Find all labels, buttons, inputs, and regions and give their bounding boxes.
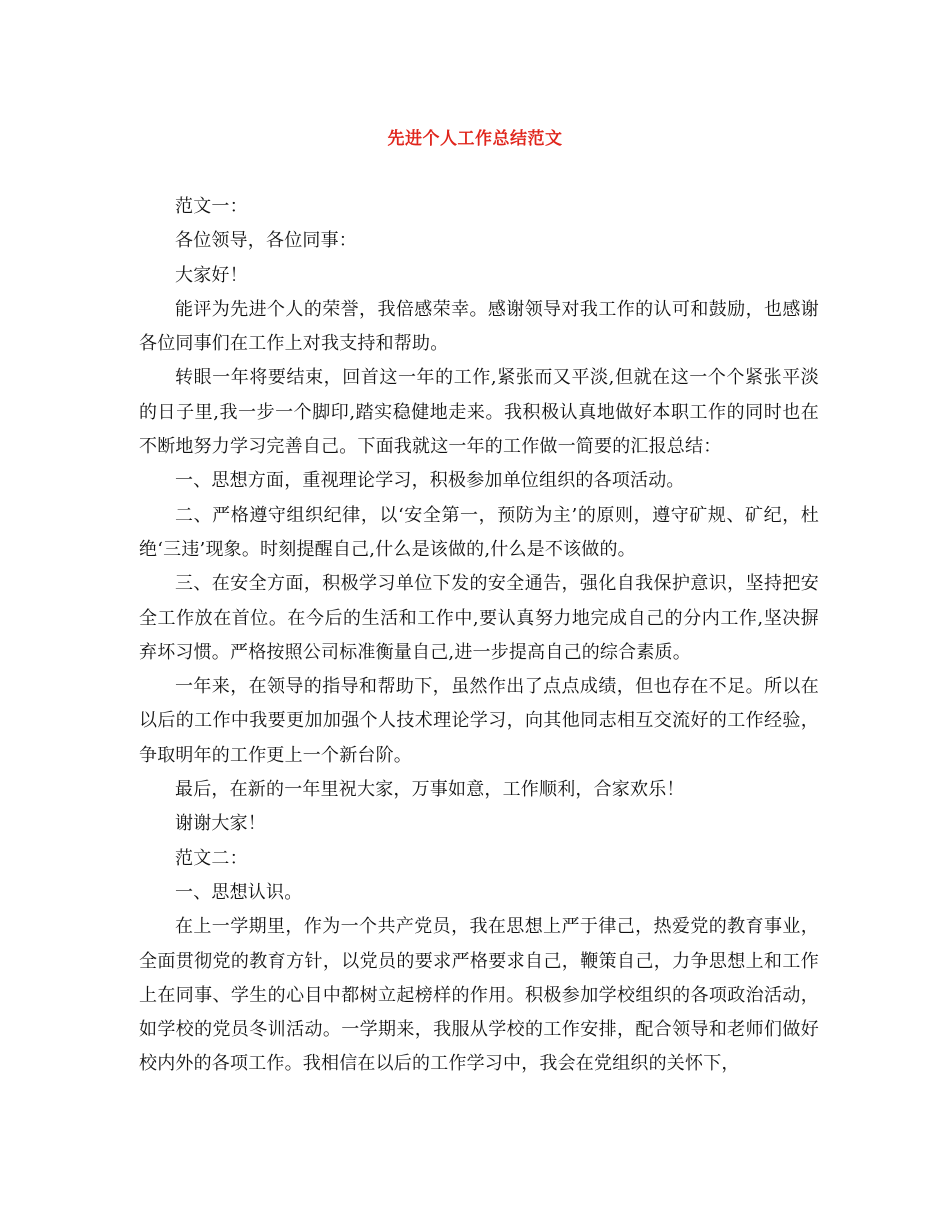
document-body	[139, 190, 819, 1082]
paragraph-honor: 能评为先进个人的荣誉，我倍感荣幸。感谢领导对我工作的认可和鼓励，也感谢各位同事们在工作上对我支持和帮助。	[139, 298, 819, 355]
paragraph-summary: 一年来，在领导的指导和帮助下，虽然作出了点点成绩，但也存在不足。所以在以后的工作中我要更加加强个人技术理论学习，向其他同志相互交流好的工作经验，争取明年的工作更上一个新台阶。	[139, 676, 819, 766]
paragraph-ideology-heading: 一、思想认识。	[175, 881, 303, 903]
paragraph-wishes: 最后，在新的一年里祝大家，万事如意，工作顺利，合家欢乐！	[175, 779, 685, 801]
paragraph-ideology-body: 在上一学期里，作为一个共产党员，我在思想上严于律己，热爱党的教育事业，全面贯彻党的教育方针，以党员的要求严格要求自己，鞭策自己，力争思想上和工作上在同事、学生的心目中都树立起榜样的作用。积极参加学校组织的各项政治活动，如学校的党员冬训活动。一学期来，我服从学校的工作安排，配合领导和老师们做好校内外的各项工作。我相信在以后的工作学习中，我会在党组织的关怀下，	[139, 916, 819, 1075]
paragraph-point-three: 三、在安全方面，积极学习单位下发的安全通告，强化自我保护意识，坚持把安全工作放在首位。在今后的生活和工作中,要认真努力地完成自己的分内工作,坚决摒弃坏习惯。严格按照公司标准衡量自己,进一步提高自己的综合素质。	[139, 573, 819, 663]
paragraph-sample-two-heading: 范文二：	[175, 847, 248, 869]
paragraph-salutation: 各位领导，各位同事：	[175, 230, 357, 252]
paragraph-point-one: 一、思想方面，重视理论学习，积极参加单位组织的各项活动。	[175, 470, 685, 492]
paragraph-thanks: 谢谢大家！	[175, 813, 266, 835]
document-title: 先进个人工作总结范文	[387, 129, 563, 149]
paragraph-point-two: 二、严格遵守组织纪律，以‘安全第一，预防为主’的原则，遵守矿规、矿纪，杜绝‘三违’现象。时刻提醒自己,什么是该做的,什么是不该做的。	[139, 504, 819, 560]
paragraph-greeting: 大家好！	[175, 264, 248, 286]
paragraph-year-review: 转眼一年将要结束，回首这一年的工作,紧张而又平淡,但就在这一个个紧张平淡的日子里,我一步一个脚印,踏实稳健地走来。我积极认真地做好本职工作的同时也在不断地努力学习完善自己。下面我就这一年的工作做一简要的汇报总结：	[139, 367, 819, 458]
paragraph-sample-one-heading: 范文一：	[175, 196, 248, 217]
